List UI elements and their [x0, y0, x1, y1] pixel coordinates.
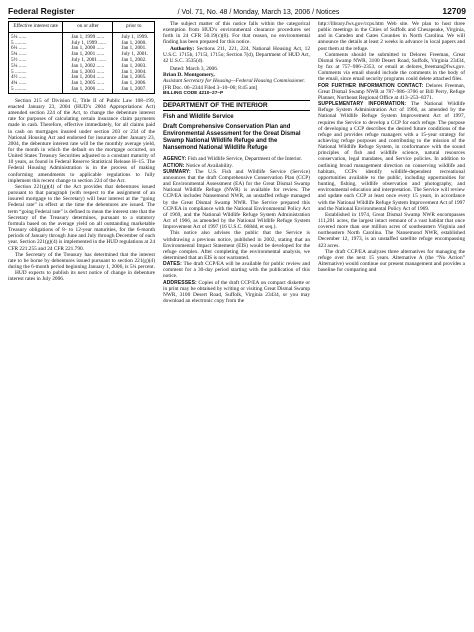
dated-line: Dated: March 3, 2006. [170, 66, 219, 73]
rate-cell: 4½ ...... [9, 75, 63, 81]
date-cell: Jan 1, 2000 ...... [63, 46, 113, 52]
date-cell: Jan 1, 2000. [113, 41, 155, 47]
date-cell: Jan 1, 2001. [113, 46, 155, 52]
supplementary-label: SUPPLEMENTARY INFORMATION: [318, 101, 407, 108]
fr-doc-line: [FR Doc. 06–2344 Filed 3–10–06; 8:45 am] [163, 84, 258, 91]
action-text: Notice of Availability. [184, 162, 234, 169]
body-paragraph: The Secretary of the Treasury has determined that the interest rate to be borne by debentures issued pursuant to section 221(g)(4) during the 6-month period beginning January 1, 2006, is 5¼ percent. [8, 251, 155, 270]
body-paragraph: Section 221(g)(4) of the Act provides that debentures issued pursuant to that paragraph (with respect to the assignment of an insured mortgage to the Secretary) will bear interest at the “going Federal rate” in effect at the time the debentures are issued. The term “going Federal rate” is defined to mean the interest rate that the Secretary of the Treasury determines, pursuant to a statutory formula based on the average yield on all outstanding marketable Treasury obligations of 8- to 12-year maturities, for the 6-month periods of January through June and July through December of each year. Section 221(g)(4) is implemented in the HUD regulations at 24 CFR 221.255 and 24 CFR 221.790. [8, 183, 155, 252]
date-cell: Jan 1, 2002. [113, 58, 155, 64]
issue-info: / Vol. 71, No. 48 / Monday, March 13, 2006 / Notices [177, 9, 340, 16]
column-1 [8, 21, 155, 304]
rate-cell: 5½ ...... [9, 58, 63, 64]
columns [8, 21, 466, 304]
date-cell: Jan 1, 2003. [113, 64, 155, 70]
authority-label: Authority: [170, 45, 195, 52]
date-cell: Jan 1, 2004 ...... [63, 75, 113, 81]
date-cell: Jan 1, 2006. [113, 81, 155, 87]
rate-cell: 4¾ ...... [9, 81, 63, 87]
authority-text: Sections 211, 221, 224, National Housing Act, 12 U.S.C. 1715b, 1715l, 1715o; Section 7(d), Department of HUD Act, 42 U.S.C. 3535(d). [163, 45, 310, 64]
body-paragraph: http://library.fws.gov/ccps.htm Web site. We plan to host three public meetings in the Cities of Suffolk and Chesapeake, Virginia, and in Camden and Gates Counties in North Carolina. We will announce the details at least 2 weeks in advance in local papers and post them at the refuge. [318, 21, 465, 52]
supplementary-paragraph [318, 101, 465, 212]
table-header-on-or-after: on or after [63, 22, 113, 33]
dates-paragraph [163, 261, 310, 279]
subagency-heading: Fish and Wildlife Service [163, 114, 234, 121]
body-paragraph: Section 215 of Division G, Title II of Public Law 108–199, enacted January 23, 2004 (HUD’s 2004 Appropriations Act) amended section 224 of the Act, to change the debenture interest rate for purposes of calculating certain insurance claim payments made in cash. Therefore, effective immediately, for all claims paid in cash on mortgages insured under section 203 or 234 of the National Housing Act and endorsed for insurance after January 23, 2004, the debenture interest rate will be the monthly average yield, for the month in which the default on the mortgage occurred, on United States Treasury Securities adjusted to a constant maturity of 10 years, as found in Federal Reserve Statistical Release H–15. The Federal Housing Administration is in the process of making conforming amendments to applicable regulations to fully implement this recent change to section 224 of the Act. [8, 97, 155, 184]
publication-title: Federal Register [8, 6, 75, 16]
date-cell: Jan 1, 2006 ...... [63, 87, 113, 93]
agency-text: Fish and Wildlife Service, Department of the Interior. [186, 156, 303, 163]
body-paragraph: The subject matter of this notice falls within the categorical exemption from HUD’s environmental clearance procedures set forth in 24 CFR 50.19(c)(6). For that reason, no environmental finding has been prepared for this notice. [163, 21, 310, 46]
column-2 [163, 21, 310, 304]
agency-heading: DEPARTMENT OF THE INTERIOR [163, 100, 310, 112]
body-paragraph: Comments should be submitted to Delores Freeman, Great Dismal Swamp NWR, 3100 Desert Road, Suffolk, Virginia 23434, by fax at 757–986–2353, or email at delores_freeman@fws.gov. Comments via email should include the comments in the body of the email, since email security programs could delete attached files. [318, 51, 465, 83]
contact-paragraph [318, 83, 465, 101]
date-cell: July 1, 2001 ...... [63, 58, 113, 64]
table-header-rate: Effective interest rate [9, 22, 63, 33]
signer-title: Assistant Secretary for Housing—Federal Housing Commissioner. [163, 78, 306, 85]
date-cell: July 1, 1999 ...... [63, 41, 113, 47]
page-number: 12709 [442, 6, 466, 16]
interest-rate-table [8, 21, 155, 94]
table-header-prior-to: prior to [113, 22, 155, 33]
column-3 [318, 21, 465, 304]
rate-cell: 5 ......... [9, 41, 63, 47]
contact-label: FOR FURTHER INFORMATION CONTACT: [318, 82, 424, 89]
body-paragraph: This notice also advises the public that the Service is withdrawing a previous notice, published in 2002, stating that an Environmental Impact Statement (EIS) would be developed for the refuge complex. After completing the environmental analysis, we determined that an EIS is not warranted. [163, 230, 310, 261]
addresses-paragraph [163, 280, 310, 305]
body-paragraph: HUD expects to publish its next notice of change in debenture interest rates in July 2006. [8, 270, 155, 283]
table-row [9, 87, 155, 93]
summary-paragraph [163, 169, 310, 231]
action-label: ACTION: [163, 162, 185, 169]
supplementary-text: The National Wildlife Refuge System Administration Act of 1966, as amended by the National Wildlife Refuge System Improvement Act of 1997, requires the Service to develop a CCP for each refuge. The purpose of developing a CCP describes the desired future conditions of the refuge and provides refuge managers with a 15-year strategy for achieving refuge purposes and contributing to the mission of the National Wildlife Refuge System, in conformance with the sound principles of fish and wildlife science, natural resources conservation, legal mandates, and Service policies. In addition to outlining broad management direction on conserving wildlife and habitats, CCPs identify wildlife-dependent recreational opportunities available to the public, including opportunities for hunting, fishing, wildlife observation and photography, and environmental education and interpretation. The Service will review and update each CCP at least once every 15 years, in accordance with the National Wildlife Refuge System Improvement Act of 1997 and the National Environmental Policy Act of 1969. [318, 101, 465, 212]
addresses-text: Copies of the draft CCP/EA on compact diskette or in print may be obtained by writing or visiting Great Dismal Swamp NWR, 3100 Desert Road, Suffolk, Virginia 23434, or you may download an electronic copy from the [163, 279, 310, 305]
billing-code: BILLING CODE 4210–27–P [163, 90, 224, 96]
authority-paragraph [163, 46, 310, 64]
document-title: Draft Comprehensive Conservation Plan and Environmental Assessment for the Great Dismal Swamp National Wildlife Refuge and the Nansemond National Wildlife Refuge [163, 124, 301, 152]
rate-cell: 5 ......... [9, 87, 63, 93]
dates-text: The draft CCP/EA will be available for public review and comment for a 30-day period starting with the publication of this notice. [163, 261, 310, 280]
summary-label: SUMMARY: [163, 168, 191, 175]
date-cell: Jan 1, 2001 ...... [63, 52, 113, 58]
date-cell: July 1, 2001. [113, 52, 155, 58]
contact-text: Delores Freeman, Great Dismal Swamp NWR at 787–986–3706 or Bill Perry, Refuge Planner, Northeast Regional Office at 413–253–8371. [318, 82, 465, 101]
summary-text: The U.S. Fish and Wildlife Service (Service) announces that the draft Comprehensive Conservation Plan (CCP) and Environmental Assessment (EA) for the Great Dismal Swamp National Wildlife Refuge (NWR) is available for review. The CCP/EA includes Nansemond NWR, an unstaffed refuge managed by the Great Dismal Swamp NWR. The Service prepared this CCP/EA in compliance with the National Environmental Policy Act of 1969, and the National Wildlife Refuge System Administration Act of 1966, as amended by the National Wildlife Refuge System Improvement Act of 1997 (16 U.S.C. 668dd, et seq.). [163, 168, 310, 231]
date-cell: Jan 1, 2005. [113, 75, 155, 81]
date-cell: Jan 1, 2005 ...... [63, 81, 113, 87]
rate-cell: 6¼ ...... [9, 46, 63, 52]
rate-cell: 5¼ ...... [9, 32, 63, 40]
date-cell: Jan 1, 1999 ...... [63, 32, 113, 40]
rate-cell: 5¼ ...... [9, 64, 63, 70]
date-cell: Jan 1, 2004. [113, 70, 155, 76]
date-cell: July 1, 1999. [113, 32, 155, 40]
agency-label: AGENCY: [163, 156, 187, 163]
signer-name: Brian D. Montgomery, [163, 72, 215, 79]
signature-block [163, 66, 310, 97]
dates-label: DATES: [163, 261, 182, 268]
date-cell: Jan 1, 2007. [113, 87, 155, 93]
date-cell: Jan 1, 2003 ...... [63, 70, 113, 76]
body-paragraph: Established in 1974, Great Dismal Swamp NWR encompasses 111,201 acres, the largest intact remnant of a vast habitat that once covered more than one million acres of southeastern Virginia and northeastern North Carolina. The Nansemond NWR, established December 12, 1973, is an unstaffed satellite refuge encompassing 423 acres. [318, 211, 465, 249]
date-cell: Jan 1, 2002 ...... [63, 64, 113, 70]
addresses-label: ADDRESSES: [163, 279, 197, 286]
body-paragraph: The draft CCP/EA analyzes three alternatives for managing the refuge over the next 15 years. Alternative A (the “No Action” Alternative) would continue our present management and provides a baseline for comparing and [318, 248, 465, 274]
rate-cell: 5¾ ...... [9, 52, 63, 58]
page-header [8, 6, 466, 19]
rate-cell: 5 ......... [9, 70, 63, 76]
